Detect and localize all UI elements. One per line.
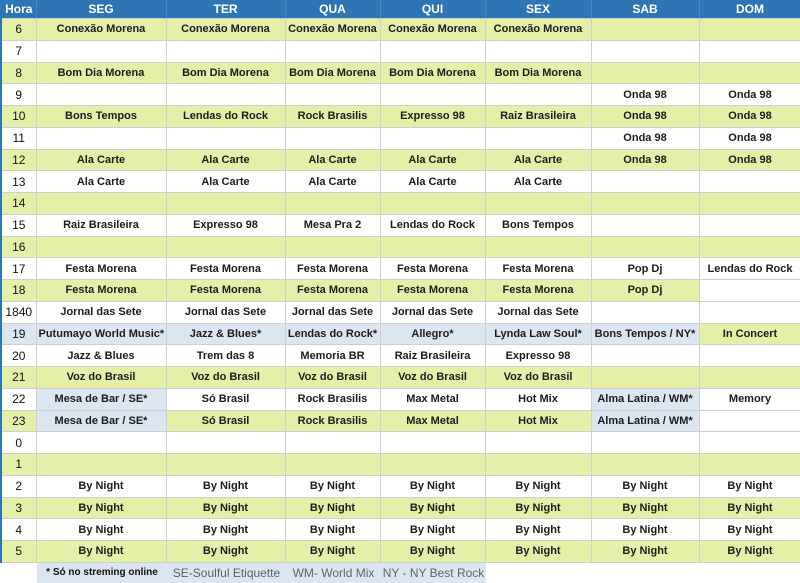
- hour-cell: 14: [1, 193, 36, 215]
- schedule-cell: By Night: [380, 497, 485, 519]
- table-row: [1, 497, 800, 519]
- table-row: [1, 323, 800, 345]
- schedule-cell: By Night: [380, 475, 485, 497]
- schedule-cell: Festa Morena: [485, 258, 591, 280]
- schedule-cell: Voz do Brasil: [166, 367, 285, 389]
- schedule-cell: Bons Tempos / NY*: [591, 323, 699, 345]
- schedule-cell: Trem das 8: [166, 345, 285, 367]
- schedule-cell: [36, 236, 166, 258]
- schedule-cell: [285, 454, 380, 476]
- schedule-cell: By Night: [485, 475, 591, 497]
- schedule-cell: By Night: [485, 497, 591, 519]
- schedule-cell: [591, 62, 699, 84]
- schedule-cell: Rock Brasilis: [285, 410, 380, 432]
- schedule-cell: [485, 84, 591, 106]
- table-row: [1, 171, 800, 193]
- table-row: [1, 193, 800, 215]
- hour-cell: 0: [1, 432, 36, 454]
- hour-cell: 19: [1, 323, 36, 345]
- header-row: [1, 0, 800, 19]
- schedule-cell: [285, 40, 380, 62]
- schedule-cell: Onda 98: [699, 84, 800, 106]
- table-row: [1, 19, 800, 41]
- hour-cell: 10: [1, 106, 36, 128]
- schedule-cell: Ala Carte: [166, 149, 285, 171]
- hour-cell: 17: [1, 258, 36, 280]
- schedule-cell: By Night: [485, 519, 591, 541]
- schedule-cell: Ala Carte: [485, 149, 591, 171]
- schedule-cell: [699, 410, 800, 432]
- schedule-cell: Ala Carte: [166, 171, 285, 193]
- table-row: [1, 280, 800, 302]
- schedule-cell: Bom Dia Morena: [380, 62, 485, 84]
- table-row: [1, 345, 800, 367]
- schedule-cell: Mesa Pra 2: [285, 214, 380, 236]
- column-header-dom: DOM: [699, 0, 800, 19]
- hour-cell: 13: [1, 171, 36, 193]
- schedule-cell: By Night: [380, 519, 485, 541]
- schedule-cell: [591, 171, 699, 193]
- schedule-cell: Lendas do Rock: [699, 258, 800, 280]
- schedule-cell: Mesa de Bar / SE*: [36, 388, 166, 410]
- schedule-cell: [380, 84, 485, 106]
- table-row: [1, 410, 800, 432]
- hour-cell: 18: [1, 280, 36, 302]
- schedule-cell: Bom Dia Morena: [166, 62, 285, 84]
- schedule-cell: [36, 193, 166, 215]
- schedule-cell: [591, 301, 699, 323]
- schedule-cell: Bom Dia Morena: [285, 62, 380, 84]
- schedule-cell: Lendas do Rock*: [285, 323, 380, 345]
- hour-cell: 3: [1, 497, 36, 519]
- schedule-cell: [591, 19, 699, 41]
- schedule-cell: [591, 454, 699, 476]
- schedule-cell: Festa Morena: [36, 280, 166, 302]
- schedule-cell: [285, 193, 380, 215]
- schedule-cell: [699, 171, 800, 193]
- schedule-cell: Festa Morena: [380, 258, 485, 280]
- schedule-cell: [699, 40, 800, 62]
- schedule-cell: [285, 84, 380, 106]
- table-row: [1, 367, 800, 389]
- table-row: [1, 388, 800, 410]
- hour-cell: 5: [1, 541, 36, 563]
- schedule-cell: [591, 40, 699, 62]
- hour-cell: 15: [1, 214, 36, 236]
- schedule-cell: Memoria BR: [285, 345, 380, 367]
- column-header-qui: QUI: [380, 0, 485, 19]
- schedule-cell: Raiz Brasileira: [36, 214, 166, 236]
- hour-cell: 16: [1, 236, 36, 258]
- schedule-cell: Bons Tempos: [36, 106, 166, 128]
- schedule-cell: [380, 127, 485, 149]
- table-row: [1, 127, 800, 149]
- schedule-cell: Bom Dia Morena: [36, 62, 166, 84]
- schedule-cell: [380, 432, 485, 454]
- schedule-cell: By Night: [166, 497, 285, 519]
- schedule-cell: [485, 127, 591, 149]
- schedule-cell: Voz do Brasil: [36, 367, 166, 389]
- schedule-cell: Ala Carte: [36, 171, 166, 193]
- table-row: [1, 301, 800, 323]
- schedule-cell: Só Brasil: [166, 388, 285, 410]
- schedule-cell: By Night: [591, 475, 699, 497]
- table-row: [1, 84, 800, 106]
- table-row: [1, 519, 800, 541]
- schedule-cell: Festa Morena: [36, 258, 166, 280]
- table-row: [1, 541, 800, 563]
- schedule-cell: Onda 98: [699, 106, 800, 128]
- schedule-cell: Hot Mix: [485, 410, 591, 432]
- hour-cell: 9: [1, 84, 36, 106]
- schedule-cell: [380, 193, 485, 215]
- schedule-cell: Expresso 98: [485, 345, 591, 367]
- schedule-cell: By Night: [285, 519, 380, 541]
- hour-cell: 7: [1, 40, 36, 62]
- schedule-cell: [699, 19, 800, 41]
- legend-item: WM- World Mix: [286, 563, 381, 583]
- schedule-cell: Conexão Morena: [485, 19, 591, 41]
- schedule-cell: [699, 301, 800, 323]
- schedule-cell: Jornal das Sete: [485, 301, 591, 323]
- schedule-cell: Festa Morena: [285, 280, 380, 302]
- hour-cell: 23: [1, 410, 36, 432]
- schedule-cell: By Night: [591, 497, 699, 519]
- table-row: [1, 62, 800, 84]
- schedule-cell: By Night: [380, 541, 485, 563]
- table-row: [1, 149, 800, 171]
- schedule-cell: Voz do Brasil: [380, 367, 485, 389]
- column-header-qua: QUA: [285, 0, 380, 19]
- schedule-cell: [699, 193, 800, 215]
- schedule-cell: Festa Morena: [166, 280, 285, 302]
- schedule-cell: Rock Brasilis: [285, 106, 380, 128]
- schedule-cell: [591, 236, 699, 258]
- hour-cell: 20: [1, 345, 36, 367]
- schedule-cell: Pop Dj: [591, 258, 699, 280]
- schedule-cell: [166, 432, 285, 454]
- schedule-cell: Ala Carte: [380, 171, 485, 193]
- schedule-cell: Conexão Morena: [380, 19, 485, 41]
- schedule-cell: [36, 127, 166, 149]
- schedule-cell: [380, 40, 485, 62]
- schedule-cell: [285, 236, 380, 258]
- schedule-cell: [36, 454, 166, 476]
- schedule-cell: Conexão Morena: [36, 19, 166, 41]
- schedule-cell: By Night: [591, 519, 699, 541]
- schedule-cell: Ala Carte: [485, 171, 591, 193]
- schedule-cell: By Night: [36, 541, 166, 563]
- schedule-cell: [485, 432, 591, 454]
- schedule-cell: Onda 98: [591, 106, 699, 128]
- schedule-cell: [36, 84, 166, 106]
- schedule-cell: [591, 214, 699, 236]
- schedule-cell: [485, 236, 591, 258]
- schedule-cell: [485, 454, 591, 476]
- hour-cell: 22: [1, 388, 36, 410]
- schedule-cell: [485, 193, 591, 215]
- schedule-cell: Bom Dia Morena: [485, 62, 591, 84]
- hour-cell: 12: [1, 149, 36, 171]
- schedule-cell: Lendas do Rock: [380, 214, 485, 236]
- schedule-cell: Raiz Brasileira: [485, 106, 591, 128]
- hour-cell: 4: [1, 519, 36, 541]
- legend-item: NY - NY Best Rock: [381, 563, 486, 583]
- table-row: [1, 258, 800, 280]
- table-row: [1, 475, 800, 497]
- schedule-cell: [699, 367, 800, 389]
- table-row: [1, 236, 800, 258]
- schedule-cell: Jornal das Sete: [36, 301, 166, 323]
- hour-cell: 21: [1, 367, 36, 389]
- schedule-cell: [591, 193, 699, 215]
- schedule-cell: Memory: [699, 388, 800, 410]
- schedule-cell: By Night: [36, 519, 166, 541]
- schedule-cell: By Night: [285, 497, 380, 519]
- hour-cell: 1: [1, 454, 36, 476]
- schedule-cell: By Night: [285, 475, 380, 497]
- hour-cell: 6: [1, 19, 36, 41]
- schedule-cell: Lendas do Rock: [166, 106, 285, 128]
- schedule-cell: [166, 193, 285, 215]
- schedule-cell: Pop Dj: [591, 280, 699, 302]
- schedule-cell: Festa Morena: [285, 258, 380, 280]
- schedule-cell: Onda 98: [591, 149, 699, 171]
- schedule-cell: Alma Latina / WM*: [591, 410, 699, 432]
- hour-cell: 1840: [1, 301, 36, 323]
- schedule-cell: Alma Latina / WM*: [591, 388, 699, 410]
- schedule-cell: [699, 236, 800, 258]
- schedule-cell: Ala Carte: [285, 149, 380, 171]
- schedule-cell: By Night: [485, 541, 591, 563]
- schedule-cell: [699, 454, 800, 476]
- schedule-cell: By Night: [36, 475, 166, 497]
- schedule-cell: Max Metal: [380, 388, 485, 410]
- schedule-cell: Festa Morena: [166, 258, 285, 280]
- schedule-cell: Voz do Brasil: [285, 367, 380, 389]
- column-header-hora: Hora: [1, 0, 36, 19]
- schedule-cell: [485, 40, 591, 62]
- schedule-cell: Raiz Brasileira: [380, 345, 485, 367]
- schedule-cell: Só Brasil: [166, 410, 285, 432]
- schedule-cell: [285, 432, 380, 454]
- schedule-cell: Festa Morena: [485, 280, 591, 302]
- schedule-cell: [36, 432, 166, 454]
- legend-footer: [0, 563, 800, 583]
- schedule-cell: By Night: [166, 541, 285, 563]
- schedule-cell: [166, 40, 285, 62]
- table-row: [1, 214, 800, 236]
- schedule-cell: Jazz & Blues: [36, 345, 166, 367]
- hour-cell: 2: [1, 475, 36, 497]
- legend-item: SE-Soulful Etiquette: [167, 563, 286, 583]
- schedule-cell: [166, 84, 285, 106]
- schedule-cell: [699, 214, 800, 236]
- schedule-cell: By Night: [36, 497, 166, 519]
- schedule-cell: Conexão Morena: [285, 19, 380, 41]
- hour-cell: 11: [1, 127, 36, 149]
- schedule-cell: Onda 98: [591, 84, 699, 106]
- schedule-cell: [166, 127, 285, 149]
- schedule-cell: By Night: [166, 519, 285, 541]
- schedule-cell: Expresso 98: [380, 106, 485, 128]
- schedule-cell: By Night: [285, 541, 380, 563]
- legend-footer-spacer: [0, 563, 37, 583]
- schedule-cell: By Night: [699, 519, 800, 541]
- schedule-cell: Onda 98: [591, 127, 699, 149]
- schedule-cell: [380, 454, 485, 476]
- schedule-cell: Onda 98: [699, 127, 800, 149]
- table-row: [1, 106, 800, 128]
- schedule-cell: Jazz & Blues*: [166, 323, 285, 345]
- column-header-sex: SEX: [485, 0, 591, 19]
- table-row: [1, 40, 800, 62]
- schedule-cell: [166, 236, 285, 258]
- schedule-cell: In Concert: [699, 323, 800, 345]
- schedule-cell: Jornal das Sete: [285, 301, 380, 323]
- schedule-cell: By Night: [699, 475, 800, 497]
- schedule-cell: Voz do Brasil: [485, 367, 591, 389]
- schedule-cell: [166, 454, 285, 476]
- schedule-cell: [591, 432, 699, 454]
- schedule-cell: Ala Carte: [380, 149, 485, 171]
- schedule-cell: [699, 432, 800, 454]
- schedule-cell: [699, 62, 800, 84]
- schedule-cell: Ala Carte: [36, 149, 166, 171]
- schedule-cell: By Night: [699, 541, 800, 563]
- schedule-cell: Allegro*: [380, 323, 485, 345]
- schedule-cell: [591, 345, 699, 367]
- schedule-cell: [285, 127, 380, 149]
- schedule-cell: Lynda Law Soul*: [485, 323, 591, 345]
- schedule-cell: Festa Morena: [380, 280, 485, 302]
- schedule-cell: Mesa de Bar / SE*: [36, 410, 166, 432]
- hour-cell: 8: [1, 62, 36, 84]
- legend-note: * Só no streming online: [37, 563, 167, 583]
- schedule-cell: Conexão Morena: [166, 19, 285, 41]
- schedule-cell: [36, 40, 166, 62]
- schedule-cell: Onda 98: [699, 149, 800, 171]
- schedule-cell: By Night: [699, 497, 800, 519]
- column-header-sab: SAB: [591, 0, 699, 19]
- schedule-cell: By Night: [166, 475, 285, 497]
- schedule-cell: By Night: [591, 541, 699, 563]
- schedule-cell: [380, 236, 485, 258]
- schedule-cell: Max Metal: [380, 410, 485, 432]
- schedule-cell: Jornal das Sete: [380, 301, 485, 323]
- schedule-cell: Hot Mix: [485, 388, 591, 410]
- schedule-cell: Bons Tempos: [485, 214, 591, 236]
- table-row: [1, 432, 800, 454]
- column-header-seg: SEG: [36, 0, 166, 19]
- schedule-cell: Expresso 98: [166, 214, 285, 236]
- schedule-cell: Rock Brasilis: [285, 388, 380, 410]
- column-header-ter: TER: [166, 0, 285, 19]
- schedule-cell: Jornal das Sete: [166, 301, 285, 323]
- table-row: [1, 454, 800, 476]
- schedule-cell: Putumayo World Music*: [36, 323, 166, 345]
- schedule-cell: [591, 367, 699, 389]
- schedule-cell: Ala Carte: [285, 171, 380, 193]
- schedule-cell: [699, 345, 800, 367]
- schedule-cell: [699, 280, 800, 302]
